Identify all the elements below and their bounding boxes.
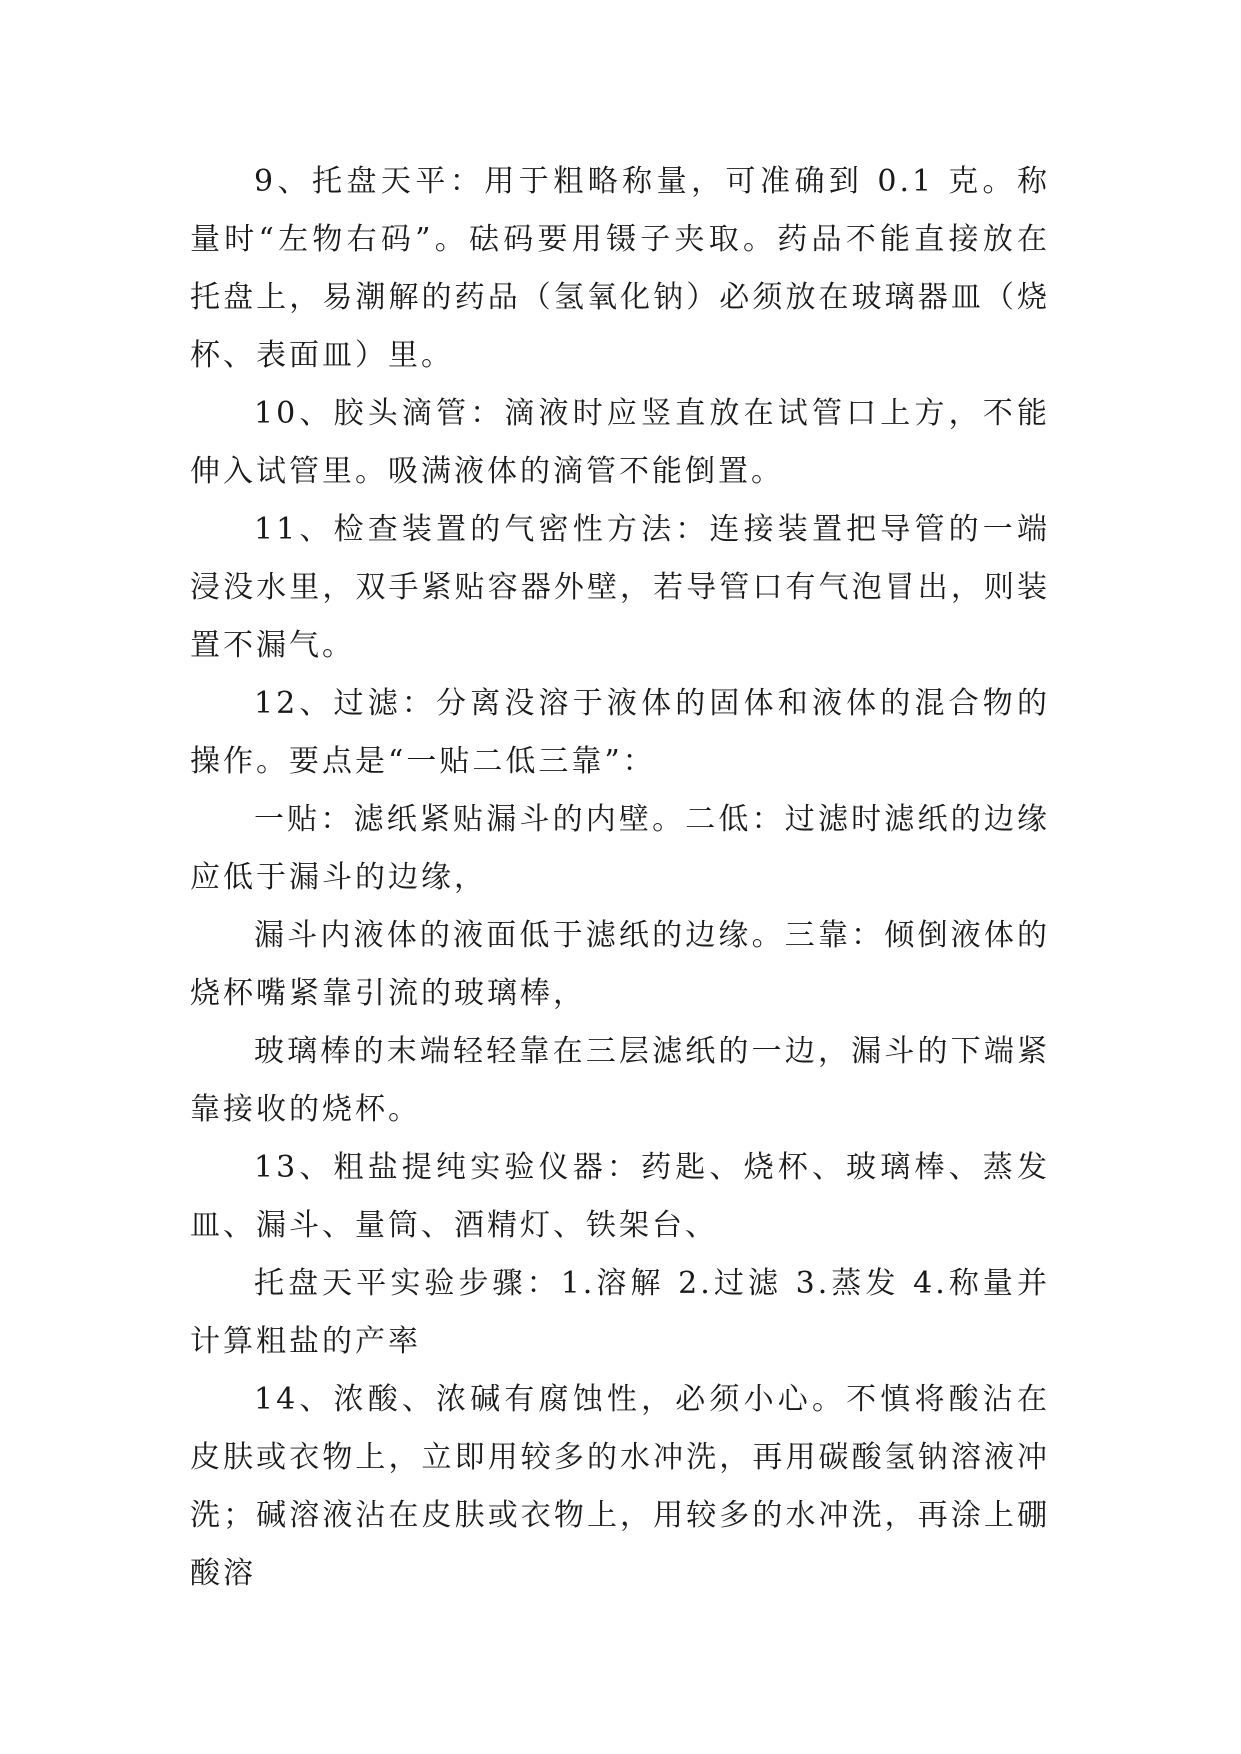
document-body bbox=[190, 153, 1050, 1603]
paragraph-experiment-steps: 托盘天平实验步骤：1.溶解 2.过滤 3.蒸发 4.称量并计算粗盐的产率 bbox=[190, 1266, 1050, 1359]
paragraph-filtration: 12、过滤：分离没溶于液体的固体和液体的混合物的操作。要点是“一贴二低三靠”： bbox=[190, 686, 1050, 779]
paragraph-filtration-one-stick-two-low: 一贴：滤纸紧贴漏斗的内壁。二低：过滤时滤纸的边缘应低于漏斗的边缘， bbox=[190, 802, 1050, 895]
paragraph-filtration-three-lean: 漏斗内液体的液面低于滤纸的边缘。三靠：倾倒液体的烧杯嘴紧靠引流的玻璃棒， bbox=[190, 918, 1050, 1011]
paragraph-salt-purification-apparatus: 13、粗盐提纯实验仪器：药匙、烧杯、玻璃棒、蒸发皿、漏斗、量筒、酒精灯、铁架台、 bbox=[190, 1150, 1050, 1243]
paragraph-filtration-glass-rod: 玻璃棒的末端轻轻靠在三层滤纸的一边，漏斗的下端紧靠接收的烧杯。 bbox=[190, 1034, 1050, 1127]
paragraph-dropper: 10、胶头滴管：滴液时应竖直放在试管口上方，不能伸入试管里。吸满液体的滴管不能倒置。 bbox=[190, 396, 1050, 489]
paragraph-corrosive-safety: 14、浓酸、浓碱有腐蚀性，必须小心。不慎将酸沾在皮肤或衣物上，立即用较多的水冲洗，再用碳酸氢钠溶液冲洗；碱溶液沾在皮肤或衣物上，用较多的水冲洗，再涂上硼酸溶 bbox=[190, 1382, 1050, 1591]
paragraph-airtightness: 11、检查装置的气密性方法：连接装置把导管的一端浸没水里，双手紧贴容器外壁，若导管口有气泡冒出，则装置不漏气。 bbox=[190, 512, 1050, 663]
paragraph-balance: 9、托盘天平：用于粗略称量，可准确到 0.1 克。称量时“左物右码”。砝码要用镊子夹取。药品不能直接放在托盘上，易潮解的药品（氢氧化钠）必须放在玻璃器皿（烧杯、表面皿）里。 bbox=[190, 164, 1050, 373]
